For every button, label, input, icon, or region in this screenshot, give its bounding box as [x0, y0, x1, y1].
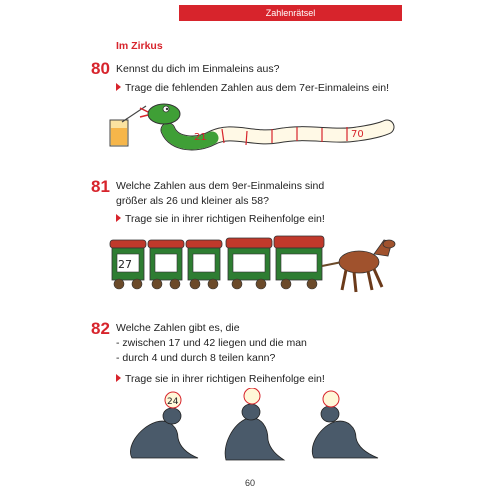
wagon: [274, 236, 324, 289]
wagon: [186, 240, 222, 289]
task-number-80: 80: [91, 59, 110, 78]
task-81-instruction-row: [116, 212, 325, 226]
task-81-question: [116, 179, 324, 209]
task-80-line: Kennst du dich im Einmaleins aus?: [116, 63, 280, 75]
snake-number-2: 70: [351, 129, 364, 140]
wagon-number: 27: [118, 258, 132, 271]
seals-illustration: [118, 388, 390, 466]
task-82-instruction: Trage sie in ihrer richtigen Reihenfolge ein!: [125, 373, 325, 385]
task-number-81: 81: [91, 177, 110, 196]
wagon-roof: [148, 240, 184, 248]
ball-number: 24: [167, 397, 179, 407]
snake-illustration: [102, 100, 398, 155]
arrow-icon: [116, 374, 121, 382]
task-81-instruction: Trage sie in ihrer richtigen Reihenfolge ein!: [125, 213, 325, 225]
ball-icon: [244, 388, 260, 404]
task-82-line: - zwischen 17 und 42 liegen und die man: [116, 337, 307, 349]
task-80-question: [116, 62, 279, 77]
task-80-instruction: Trage die fehlenden Zahlen aus dem 7er-Einmaleins ein!: [125, 82, 390, 94]
section-title: Im Zirkus: [116, 40, 163, 52]
wheel-icon: [114, 279, 124, 289]
seal-icon: [130, 408, 198, 458]
arrow-icon: [116, 83, 121, 91]
task-81-line: Welche Zahlen aus dem 9er-Einmaleins sind: [116, 180, 325, 192]
task-81-line: größer als 26 und kleiner als 58?: [116, 195, 269, 207]
wagon-window: [193, 254, 215, 272]
snake-pupil-icon: [166, 108, 168, 110]
wheel-icon: [281, 279, 291, 289]
wagon: [226, 238, 272, 289]
seal-icon: [312, 406, 378, 458]
chapter-header: Zahlenrätsel: [179, 5, 402, 21]
wagon-roof: [186, 240, 222, 248]
task-80-instruction-row: [116, 81, 389, 95]
wheel-icon: [152, 279, 162, 289]
wheel-icon: [307, 279, 317, 289]
snake-tongue-icon: [140, 108, 148, 117]
wagon-roof: [274, 236, 324, 248]
task-82-line: - durch 4 und durch 8 teilen kann?: [116, 352, 276, 364]
wheel-icon: [190, 279, 200, 289]
arrow-icon: [116, 214, 121, 222]
wheel-icon: [256, 279, 266, 289]
task-82-line: Welche Zahlen gibt es, die: [116, 322, 240, 334]
wagon-window: [281, 254, 317, 272]
wagon: [148, 240, 184, 289]
juice-icon: [111, 128, 127, 145]
wagon-roof: [226, 238, 272, 248]
train-illustration: [106, 232, 396, 302]
task-number-82: 82: [91, 319, 110, 338]
snake-number-1: 21: [194, 132, 207, 143]
wheel-icon: [232, 279, 242, 289]
wagon-roof: [110, 240, 146, 248]
horse-icon: [339, 240, 395, 292]
seal-icon: [225, 404, 284, 460]
wheel-icon: [170, 279, 180, 289]
ball-icon: [323, 391, 339, 407]
page-number: 60: [244, 478, 255, 488]
wagon-window: [155, 254, 177, 272]
wheel-icon: [208, 279, 218, 289]
task-82-question: [116, 321, 307, 366]
wheel-icon: [132, 279, 142, 289]
wagon-window: [233, 254, 265, 272]
workbook-page: [91, 0, 400, 500]
task-82-instruction-row: [116, 372, 325, 386]
